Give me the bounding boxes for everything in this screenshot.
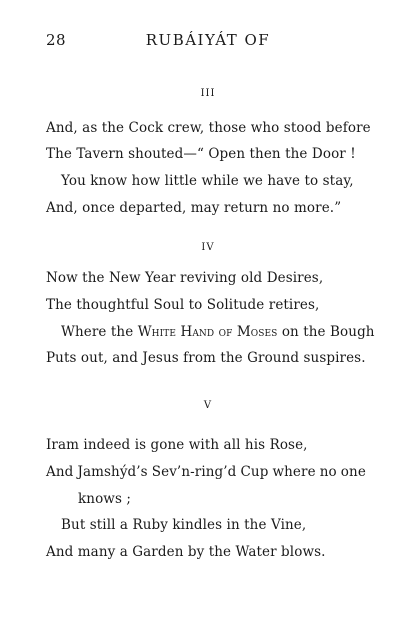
verse-line-text: on the Bough xyxy=(277,324,375,340)
verse-line-justified xyxy=(46,464,366,480)
verse-line: You know how little while we have to stay, xyxy=(61,173,354,189)
verse-word: where xyxy=(272,464,316,480)
verse-word: And xyxy=(46,464,74,480)
verse-word: no xyxy=(319,464,337,480)
verse-line-text: Where the xyxy=(61,324,138,340)
verse-word: Jamshýd’s xyxy=(77,464,148,480)
verse-line-continuation: knows ; xyxy=(78,491,132,507)
running-title: RUBÁIYÁT OF xyxy=(145,31,271,49)
verse-word: one xyxy=(340,464,366,480)
verse-line: The Tavern shouted—“ Open then the Door ! xyxy=(46,146,356,162)
verse-line: The thoughtful Soul to Solitude retires, xyxy=(46,297,320,313)
verse-line: And, once departed, may return no more.” xyxy=(46,200,342,216)
verse-word: Cup xyxy=(240,464,269,480)
verse-line: Now the New Year reviving old Desires, xyxy=(46,270,324,286)
verse-word: Sev’n-ring’d xyxy=(151,464,237,480)
page-number: 28 xyxy=(46,31,67,49)
small-caps-phrase: White Hand of Moses xyxy=(137,324,278,340)
verse-line: And, as the Cock crew, those who stood before xyxy=(46,120,371,136)
verse-line: Puts out, and Jesus from the Ground suspires. xyxy=(46,350,366,366)
verse-line: And many a Garden by the Water blows. xyxy=(46,544,326,560)
stanza-number: IV xyxy=(201,242,215,253)
verse-line: But still a Ruby kindles in the Vine, xyxy=(61,517,307,533)
verse-line: Iram indeed is gone with all his Rose, xyxy=(46,437,308,453)
stanza-number: III xyxy=(200,88,216,99)
verse-line xyxy=(61,324,375,340)
stanza-number: V xyxy=(203,400,213,411)
